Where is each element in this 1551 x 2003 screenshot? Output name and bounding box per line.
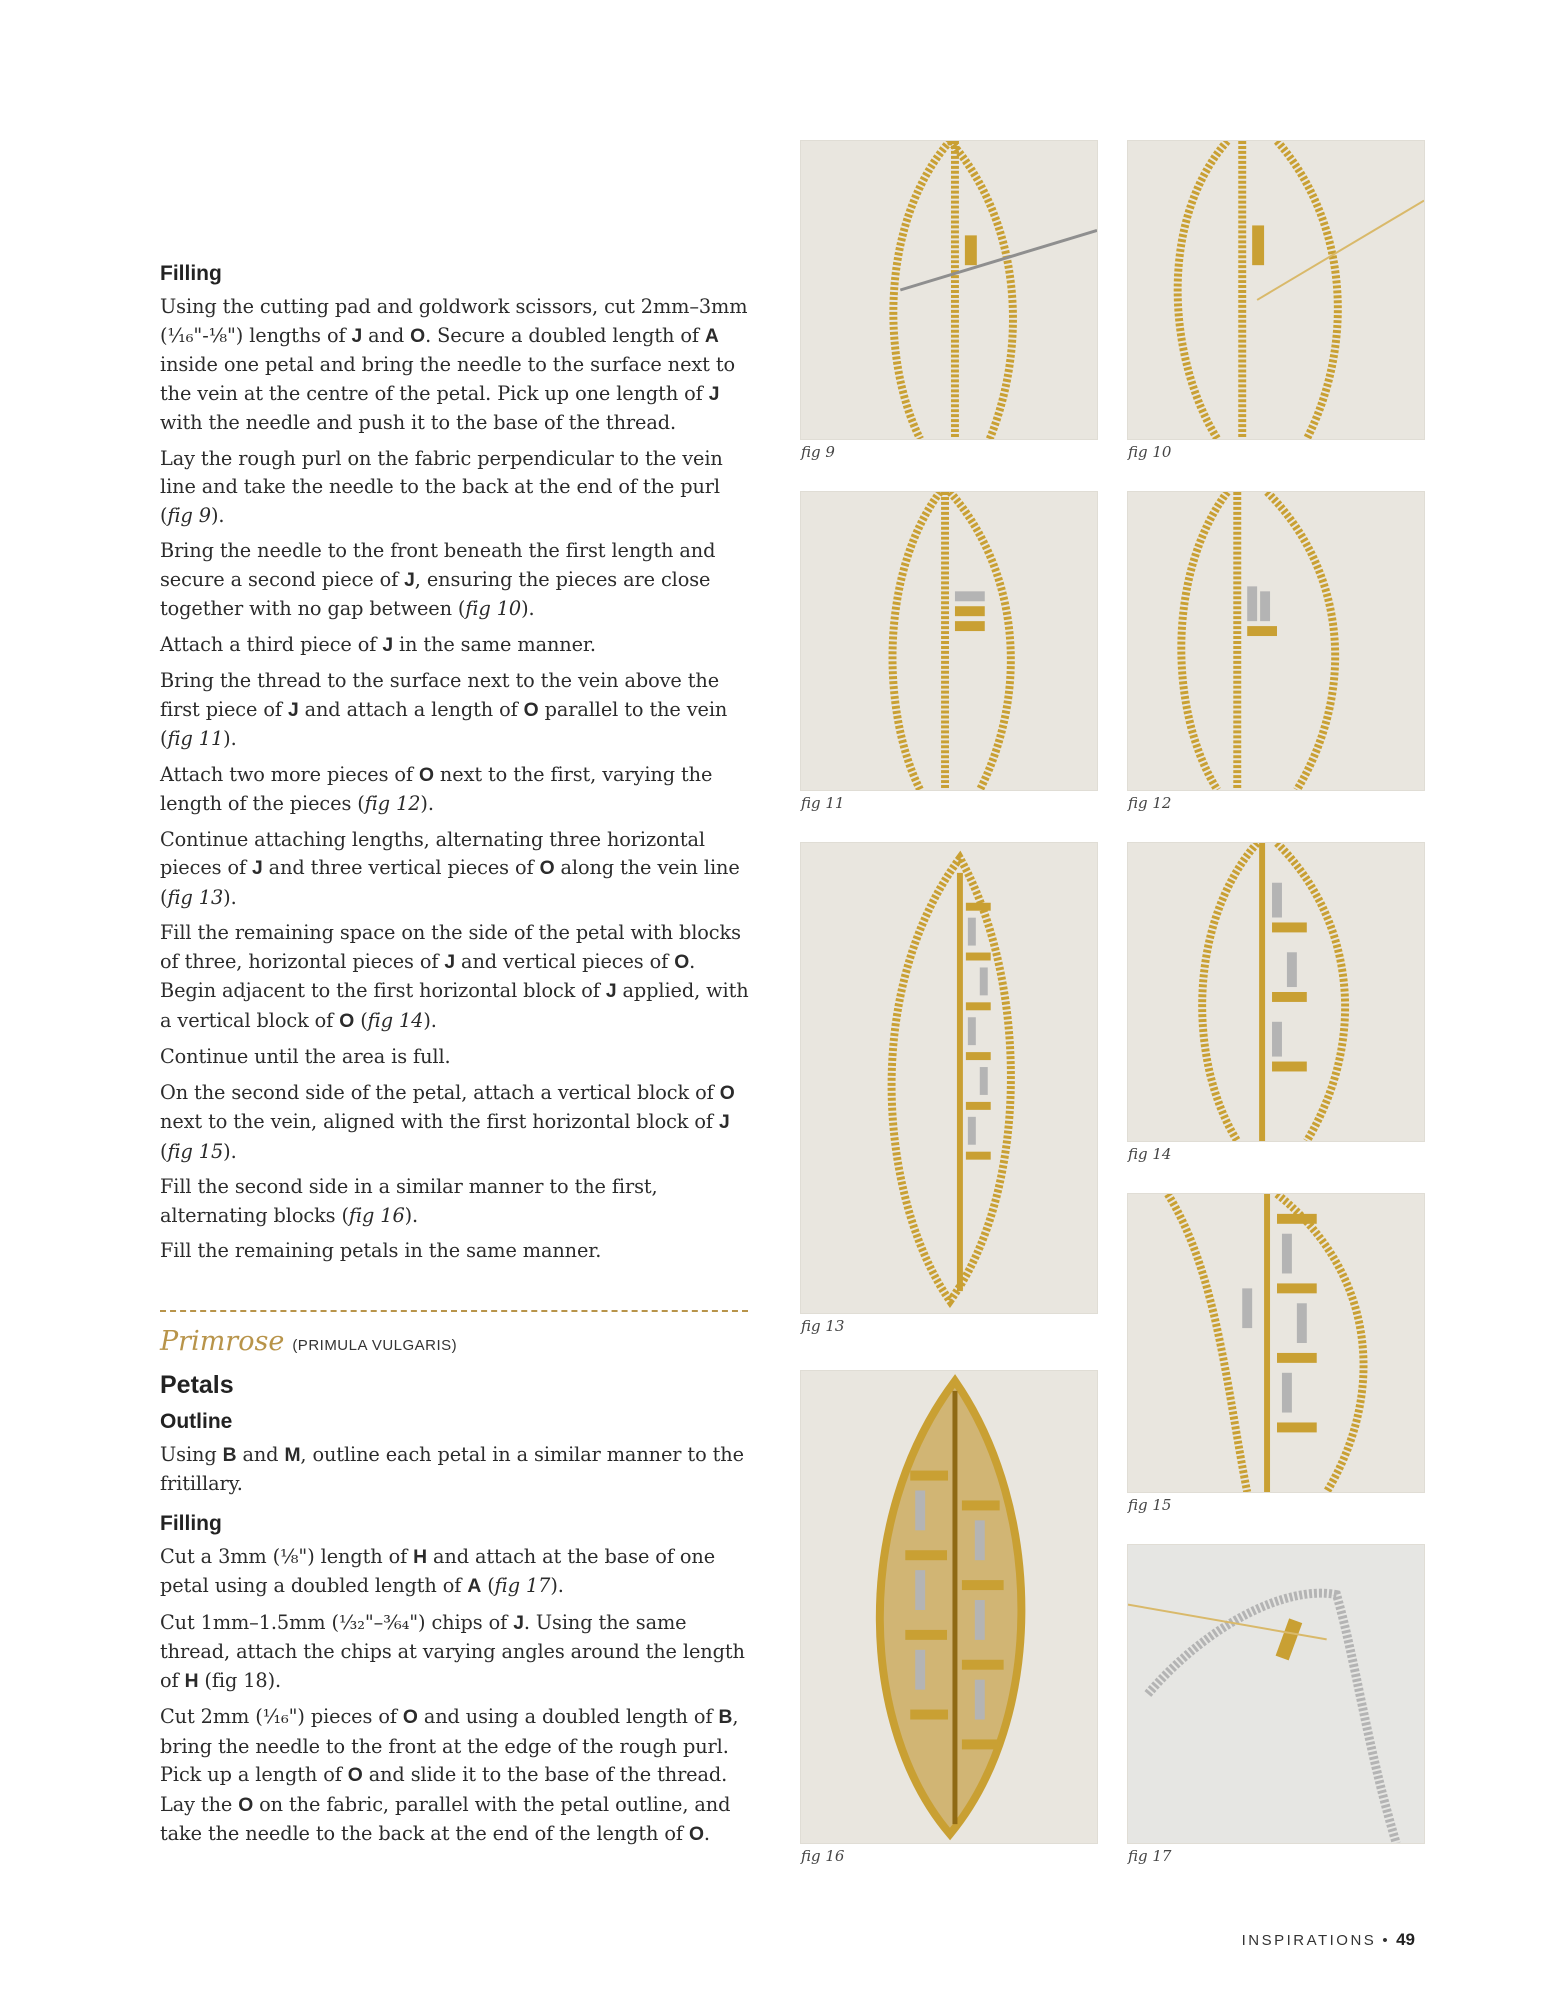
figure-15 [1127, 1193, 1425, 1514]
thread-code: J [444, 951, 456, 973]
footer-section: INSPIRATIONS [1241, 1932, 1377, 1949]
thread-code: J [351, 325, 363, 347]
thread-code: J [605, 981, 617, 1002]
figure-reference: fig 14 [367, 1008, 424, 1032]
fig16-caption: fig 16 [801, 1847, 845, 1865]
paragraph: On the second side of the petal, attach a vertical block of O next to the vein, aligned with the first horizontal block of J (fig 15). [160, 1080, 735, 1163]
thread-code: B [222, 1444, 237, 1466]
paragraph: Cut a 3mm (¹⁄₈") length of H and attach at the base of one petal using a doubled length of A (fig 17). [160, 1544, 716, 1597]
thread-code: A [467, 1576, 482, 1597]
thread-code: J [382, 634, 393, 656]
figure-reference: fig 13 [167, 885, 224, 909]
thread-code: A [704, 325, 719, 347]
thread-code: O [238, 1794, 254, 1816]
paragraph: Bring the thread to the surface next to the vein above the first piece of J and attach a length of O parallel to the vein (fig 11). [160, 669, 728, 750]
figure-reference: fig 10 [465, 597, 522, 620]
thread-code: J [404, 569, 415, 591]
primrose-filling-paragraphs [160, 1543, 750, 1850]
figure-reference: fig 15 [167, 1139, 224, 1163]
thread-code: O [523, 699, 539, 721]
fig11-photo [800, 491, 1098, 791]
figure-14 [1127, 842, 1425, 1163]
thread-code: O [347, 1765, 363, 1786]
fig17-caption: fig 17 [1128, 1847, 1172, 1865]
text-column [160, 262, 750, 1857]
figure-reference: fig 9 [167, 503, 211, 527]
thread-code: J [287, 699, 299, 721]
thread-code: O [674, 951, 690, 973]
paragraph: Attach two more pieces of O next to the first, varying the length of the pieces (fig 12). [160, 762, 713, 815]
primrose-latin: (PRIMULA VULGARIS) [292, 1336, 458, 1354]
paragraph: Fill the remaining space on the side of the petal with blocks of three, horizontal pieces of J and vertical pieces of O. Begin adjacent to the first horizontal block of J applied, with a vertical block of O (fig 14). [160, 921, 749, 1032]
figure-reference: fig 12 [364, 792, 421, 815]
paragraph: Continue attaching lengths, alternating three horizontal pieces of J and three vertical pieces of O along the vein line (fig 13). [160, 827, 740, 909]
page-footer [1242, 1930, 1415, 1950]
figure-13 [800, 842, 1098, 1335]
thread-code: O [402, 1707, 418, 1728]
paragraph: Using the cutting pad and goldwork scissors, cut 2mm–3mm (¹⁄₁₆"-¹⁄₈") lengths of J and O. Secure a doubled length of A inside one petal and bring the needle to the surface next to the vein at the centre of the petal. Pick up one length of J with the needle and push it to the base of the thread. [160, 295, 748, 434]
figure-reference: fig 16 [348, 1203, 405, 1227]
thread-code: H [184, 1670, 199, 1692]
fig10-caption: fig 10 [1128, 443, 1172, 461]
paragraph: Using B and M, outline each petal in a similar manner to the fritillary. [160, 1442, 744, 1495]
thread-code: J [252, 858, 263, 879]
figure-16 [800, 1370, 1098, 1865]
thread-code: O [419, 764, 434, 786]
figure-11 [800, 491, 1098, 812]
paragraph: Continue until the area is full. [160, 1045, 451, 1068]
figure-12 [1127, 491, 1425, 812]
thread-code: O [410, 325, 426, 347]
thread-code: J [513, 1612, 524, 1634]
thread-code: O [539, 858, 555, 879]
footer-bullet: • [1382, 1932, 1391, 1949]
filling-paragraphs [160, 293, 750, 1266]
paragraph: Lay the rough purl on the fabric perpendicular to the vein line and take the needle to the back at the end of the purl (fig 9). [160, 446, 723, 527]
filling-heading: Filling [160, 262, 222, 285]
fig17-photo [1127, 1544, 1425, 1844]
paragraph: Attach a third piece of J in the same manner. [160, 632, 596, 656]
thread-code: O [719, 1082, 735, 1104]
thread-code: O [688, 1824, 704, 1845]
figure-reference: fig 11 [167, 727, 224, 750]
fig16-photo [800, 1370, 1098, 1844]
outline-heading: Outline [160, 1409, 233, 1433]
paragraph: Cut 2mm (¹⁄₁₆") pieces of O and using a doubled length of B, bring the needle to the front at the edge of the rough purl. Pick up a length of O and slide it to the base of the thread. Lay the O on the fabric, parallel with the petal outline, and take the needle to the back at the end of the length of O. [160, 1705, 739, 1845]
thread-code: O [339, 1010, 355, 1032]
primrose-name: Primrose [160, 1325, 285, 1357]
fig10-photo [1127, 140, 1425, 440]
primrose-title [160, 1326, 750, 1357]
figure-9 [800, 140, 1098, 461]
figure-10 [1127, 140, 1425, 461]
page-number: 49 [1396, 1930, 1415, 1949]
figure-reference: fig 17 [494, 1574, 551, 1597]
paragraph: Bring the needle to the front beneath the first length and secure a second piece of J, ensuring the pieces are close together with no gap between (fig 10). [160, 539, 716, 620]
fig9-photo [800, 140, 1098, 440]
fig13-photo [800, 842, 1098, 1314]
fig13-caption: fig 13 [801, 1317, 845, 1335]
section-divider [160, 1310, 748, 1312]
fig14-caption: fig 14 [1128, 1145, 1172, 1163]
fig12-caption: fig 12 [1128, 794, 1172, 812]
paragraph: Fill the remaining petals in the same manner. [160, 1239, 602, 1262]
fig15-photo [1127, 1193, 1425, 1493]
thread-code: J [719, 1112, 730, 1133]
fig9-caption: fig 9 [801, 443, 835, 461]
thread-code: B [718, 1707, 733, 1728]
fig12-photo [1127, 491, 1425, 791]
fig11-caption: fig 11 [801, 794, 845, 812]
fig15-caption: fig 15 [1128, 1496, 1172, 1514]
thread-code: H [413, 1546, 427, 1568]
figure-17 [1127, 1544, 1425, 1865]
primrose-filling-heading: Filling [160, 1511, 222, 1535]
outline-paragraphs [160, 1441, 750, 1499]
paragraph: Cut 1mm–1.5mm (¹⁄₃₂"–³⁄₆₄") chips of J. Using the same thread, attach the chips at varying angles around the length of H (fig 18). [160, 1610, 745, 1692]
thread-code: J [708, 383, 720, 405]
paragraph: Fill the second side in a similar manner to the first, alternating blocks (fig 16). [160, 1175, 658, 1227]
thread-code: M [284, 1444, 301, 1466]
fig14-photo [1127, 842, 1425, 1142]
petals-heading: Petals [160, 1370, 234, 1399]
